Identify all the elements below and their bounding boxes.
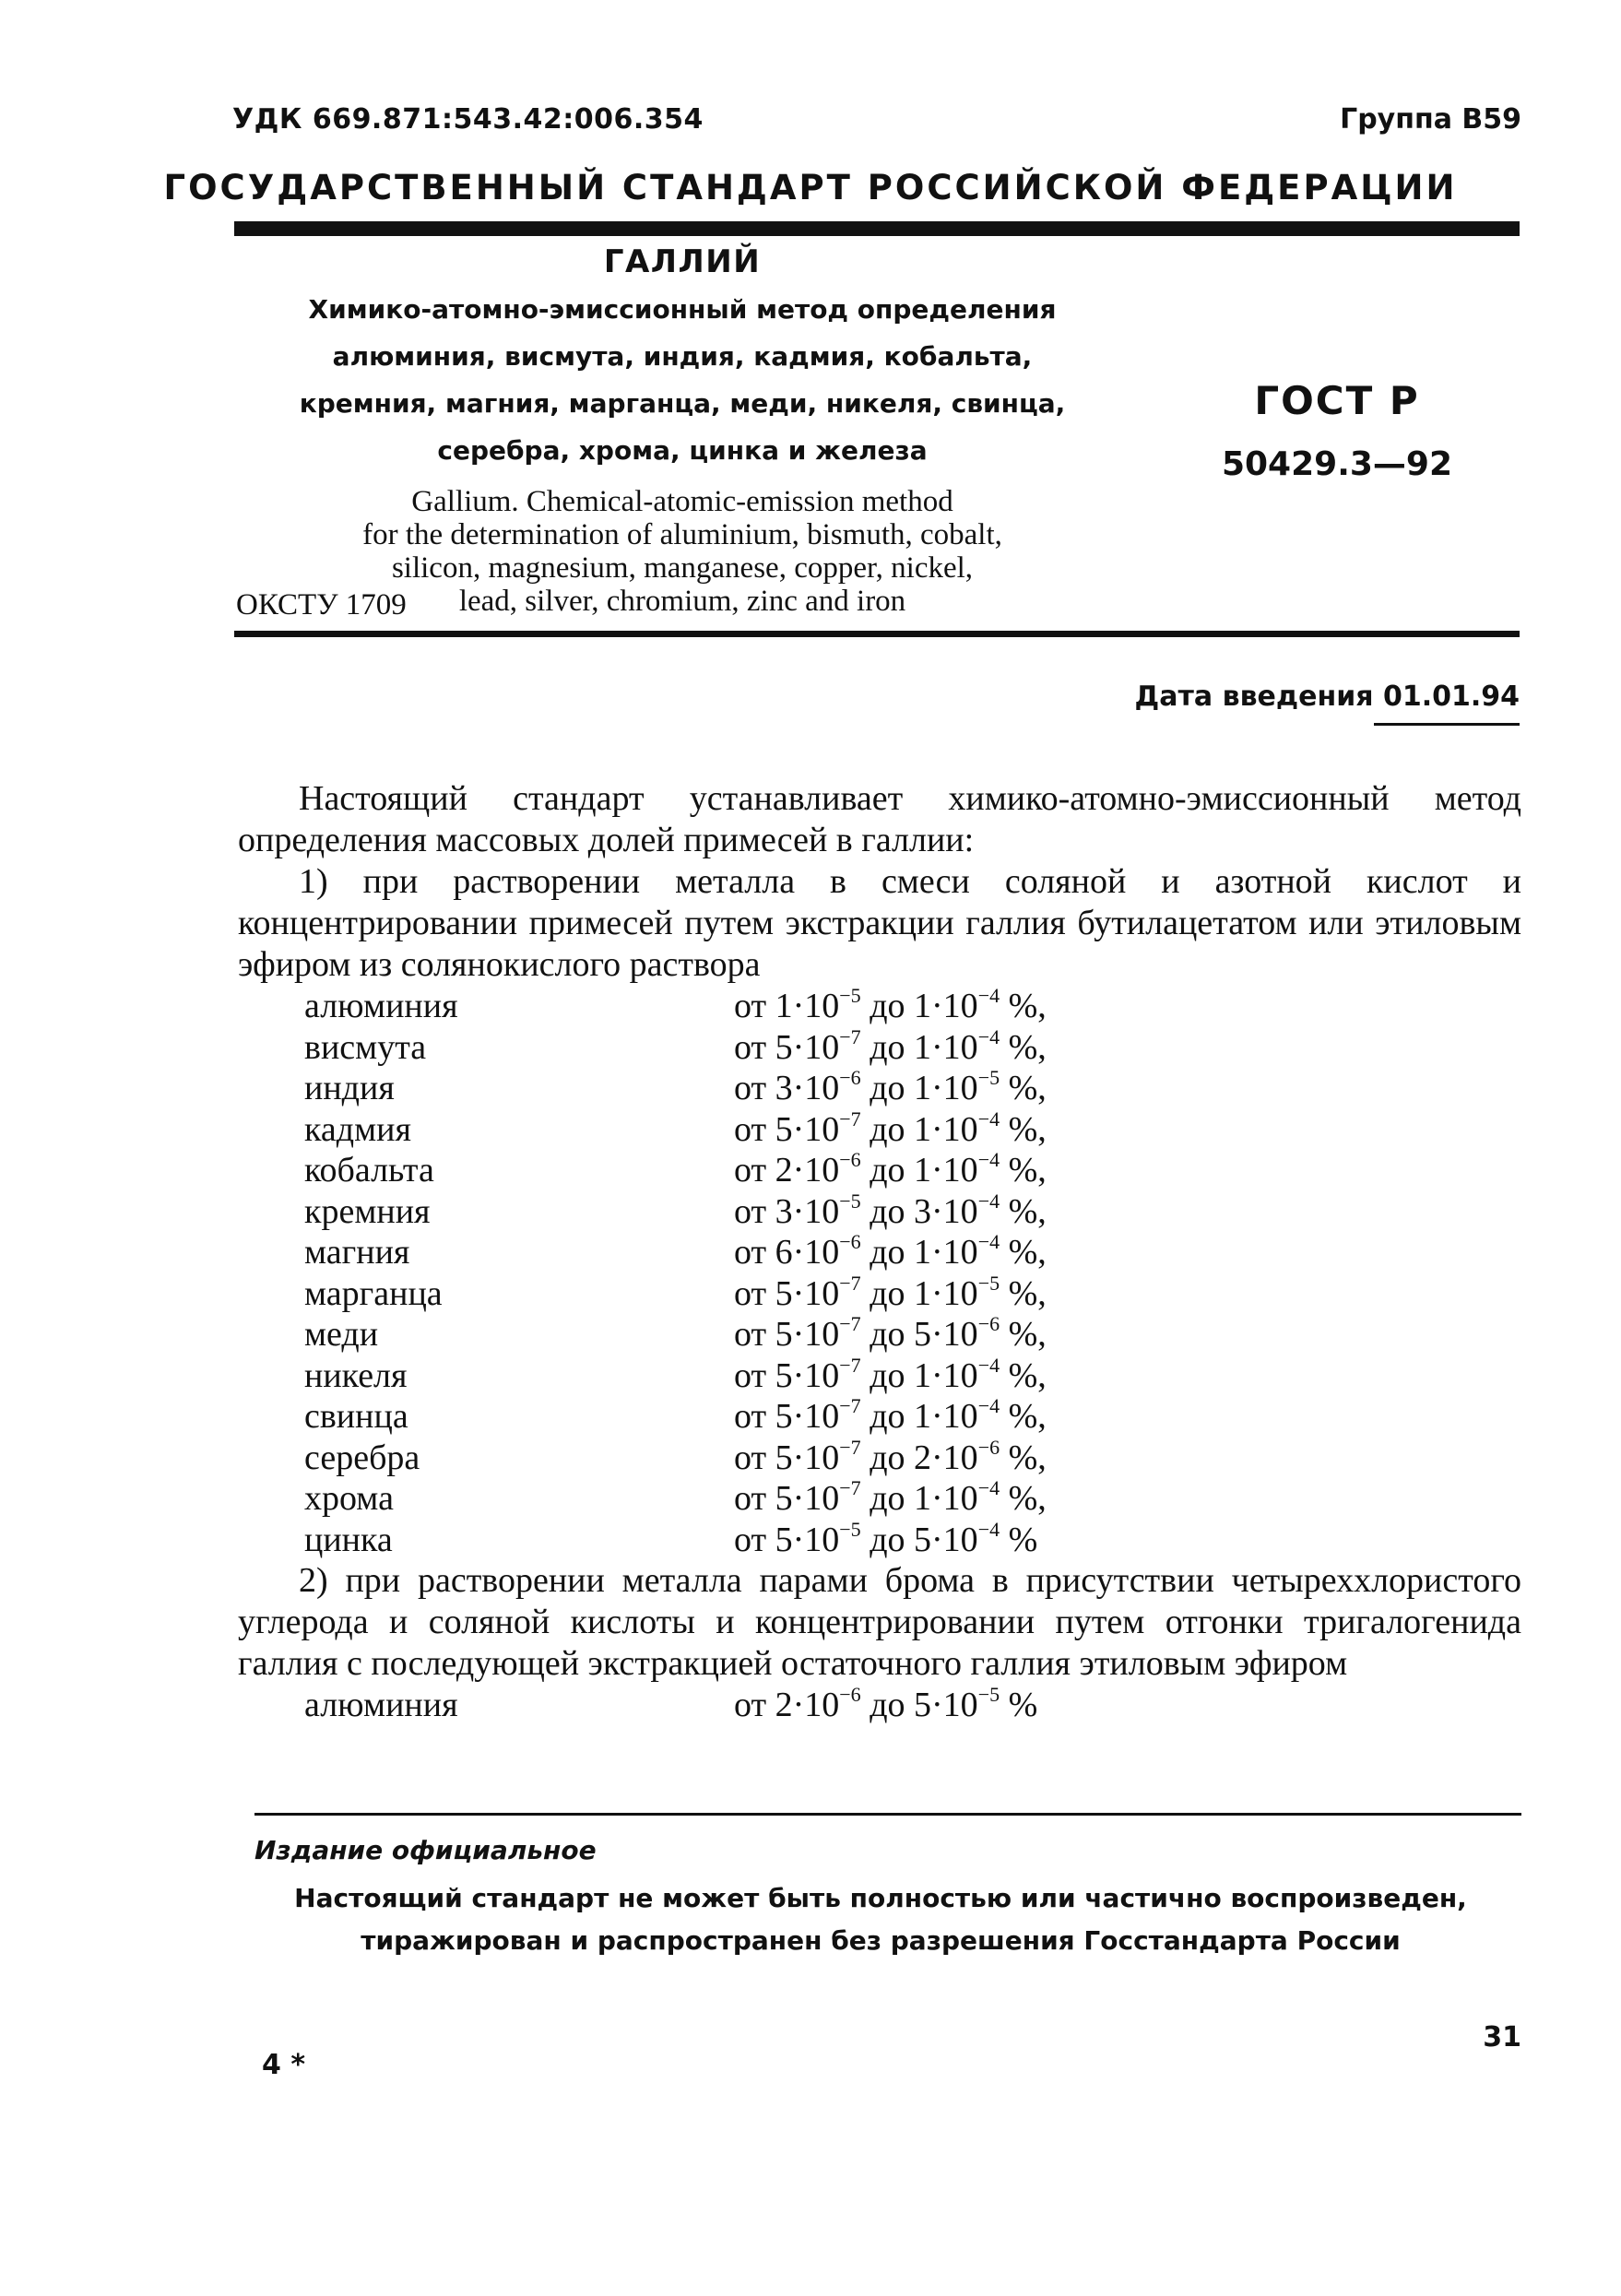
- to-word: до: [870, 1069, 905, 1107]
- element-name: свинца: [304, 1397, 408, 1436]
- percent-sign: %,: [1008, 1273, 1047, 1313]
- to-exponent: −4: [977, 1353, 1000, 1377]
- base-ten: ·10: [792, 1273, 840, 1313]
- to-exponent: −6: [977, 1435, 1000, 1459]
- from-word: от: [734, 1479, 767, 1518]
- intro-paragraph: Настоящий стандарт устанавливает химико-атомно-эмиссионный метод определения массовых долей примесей в галлии:: [238, 779, 1521, 859]
- to-mantissa: 1: [914, 1397, 932, 1436]
- element-name: алюминия: [304, 987, 458, 1025]
- range-row: [238, 1068, 1521, 1109]
- title-ru-line: кремния, магния, марганца, меди, никеля, свинца,: [299, 388, 1066, 419]
- from-word: от: [734, 1027, 767, 1067]
- range-row: [238, 1191, 1521, 1233]
- percent-sign: %,: [1008, 1151, 1047, 1189]
- from-exponent: −6: [839, 1148, 861, 1171]
- from-mantissa: 5: [775, 1438, 793, 1477]
- element-name: меди: [304, 1315, 379, 1354]
- item-2-paragraph: 2) при растворении металла парами брома в присутствии четыреххлористого углерода и соляной кислоты и концентрировании путем отгонки тригалогенида галлия с последующей экстракцией остаточного галлия этиловым эфиром: [238, 1561, 1521, 1683]
- title-russian: [277, 286, 1088, 474]
- to-word: до: [870, 1151, 905, 1189]
- base-ten: ·10: [792, 1069, 840, 1107]
- range-value: [734, 1232, 1047, 1273]
- document-title: ГАЛЛИЙ: [603, 243, 762, 280]
- percent-sign: %,: [1008, 1397, 1047, 1436]
- from-word: от: [734, 1355, 767, 1395]
- base-ten: ·10: [792, 987, 840, 1025]
- sheet-mark: 4 *: [262, 2049, 306, 2081]
- title-en-line: for the determination of aluminium, bismuth, cobalt,: [362, 518, 1002, 551]
- base-ten: ·10: [931, 1355, 978, 1395]
- to-mantissa: 5: [914, 1520, 932, 1559]
- range-row: [238, 1517, 1521, 1561]
- title-block: [277, 243, 1088, 618]
- to-mantissa: 1: [914, 1027, 932, 1067]
- element-name: кобальта: [304, 1151, 434, 1189]
- element-name: марганца: [304, 1273, 443, 1313]
- to-exponent: −4: [977, 1517, 1000, 1541]
- percent-sign: %,: [1008, 1438, 1047, 1477]
- element-name: серебра: [304, 1438, 420, 1477]
- copyright-notice: [240, 1877, 1521, 1962]
- to-exponent: −4: [977, 984, 1000, 1007]
- gost-designation: [1199, 378, 1475, 483]
- element-name: никеля: [304, 1355, 408, 1395]
- to-mantissa: 1: [914, 987, 932, 1025]
- to-word: до: [870, 1109, 905, 1149]
- from-exponent: −7: [839, 1271, 861, 1295]
- base-ten: ·10: [931, 1273, 978, 1313]
- to-word: до: [870, 1479, 905, 1518]
- date-underline: [1374, 723, 1520, 726]
- to-exponent: −4: [977, 1107, 1000, 1130]
- from-word: от: [734, 1233, 767, 1272]
- base-ten: ·10: [792, 1520, 840, 1559]
- ranges-list-2: [238, 1685, 1521, 1726]
- title-ru-line: Химико-атомно-эмиссионный метод определения: [308, 294, 1057, 325]
- range-row: [238, 1685, 1521, 1726]
- title-ru-line: серебра, хрома, цинка и железа: [437, 435, 928, 466]
- from-exponent: −5: [839, 984, 861, 1007]
- to-mantissa: 1: [914, 1273, 932, 1313]
- element-name: хрома: [304, 1479, 394, 1518]
- title-en-line: silicon, magnesium, manganese, copper, nickel,: [391, 551, 974, 585]
- to-word: до: [870, 1686, 905, 1724]
- from-exponent: −7: [839, 1312, 861, 1335]
- from-exponent: −5: [839, 1517, 861, 1541]
- to-mantissa: 5: [914, 1686, 932, 1724]
- range-value: [734, 1191, 1047, 1233]
- to-mantissa: 3: [914, 1191, 932, 1231]
- from-word: от: [734, 1109, 767, 1149]
- element-name: висмута: [304, 1027, 427, 1067]
- from-mantissa: 2: [775, 1151, 793, 1189]
- footer-rule: [254, 1813, 1521, 1816]
- from-mantissa: 3: [775, 1069, 793, 1107]
- base-ten: ·10: [792, 1233, 840, 1272]
- base-ten: ·10: [931, 1397, 978, 1436]
- range-value: [734, 1396, 1047, 1438]
- base-ten: ·10: [931, 1109, 978, 1149]
- to-mantissa: 5: [914, 1315, 932, 1354]
- to-word: до: [870, 1397, 905, 1436]
- from-exponent: −6: [839, 1066, 861, 1089]
- from-mantissa: 5: [775, 1479, 793, 1518]
- page-number: 31: [1483, 2021, 1521, 2053]
- to-word: до: [870, 1438, 905, 1477]
- base-ten: ·10: [931, 1686, 978, 1724]
- from-exponent: −7: [839, 1394, 861, 1417]
- from-word: от: [734, 987, 767, 1025]
- range-value: [734, 986, 1047, 1027]
- body-text: [238, 778, 1521, 1726]
- official-edition-label: Издание официальное: [254, 1835, 597, 1865]
- udk-code: УДК 669.871:543.42:006.354: [232, 103, 704, 136]
- percent-sign: %,: [1008, 1069, 1047, 1107]
- from-mantissa: 2: [775, 1686, 793, 1724]
- range-row: [238, 1150, 1521, 1191]
- base-ten: ·10: [792, 1686, 840, 1724]
- to-mantissa: 1: [914, 1233, 932, 1272]
- to-exponent: −5: [977, 1066, 1000, 1089]
- range-value: [734, 1150, 1047, 1191]
- from-mantissa: 5: [775, 1027, 793, 1067]
- from-word: от: [734, 1151, 767, 1189]
- base-ten: ·10: [792, 1355, 840, 1395]
- to-exponent: −5: [977, 1271, 1000, 1295]
- to-exponent: −4: [977, 1189, 1000, 1213]
- base-ten: ·10: [931, 1151, 978, 1189]
- range-row: [238, 1435, 1521, 1479]
- group-code: Группа В59: [1340, 103, 1521, 136]
- element-name: магния: [304, 1233, 410, 1272]
- to-word: до: [870, 1355, 905, 1395]
- range-value: [734, 1517, 1038, 1561]
- to-exponent: −4: [977, 1230, 1000, 1253]
- from-exponent: −6: [839, 1230, 861, 1253]
- percent-sign: %,: [1008, 1191, 1047, 1231]
- range-value: [734, 1109, 1047, 1151]
- from-exponent: −7: [839, 1107, 861, 1130]
- range-value: [734, 1355, 1047, 1397]
- from-word: от: [734, 1069, 767, 1107]
- range-row: [238, 1273, 1521, 1315]
- base-ten: ·10: [792, 1151, 840, 1189]
- base-ten: ·10: [792, 1438, 840, 1477]
- to-word: до: [870, 1315, 905, 1354]
- bottom-rule: [234, 631, 1520, 637]
- title-en-line: Gallium. Chemical-atomic-emission method: [411, 485, 953, 518]
- percent-sign: %,: [1008, 1479, 1047, 1518]
- from-word: от: [734, 1315, 767, 1354]
- percent-sign: %: [1008, 1686, 1038, 1724]
- from-exponent: −7: [839, 1476, 861, 1499]
- range-value: [734, 1435, 1047, 1479]
- to-exponent: −4: [977, 1394, 1000, 1417]
- from-word: от: [734, 1686, 767, 1724]
- from-mantissa: 3: [775, 1191, 793, 1231]
- to-mantissa: 1: [914, 1355, 932, 1395]
- from-exponent: −5: [839, 1189, 861, 1213]
- element-name: кремния: [304, 1191, 431, 1231]
- range-row: [238, 1314, 1521, 1355]
- from-word: от: [734, 1191, 767, 1231]
- base-ten: ·10: [792, 1397, 840, 1436]
- copyright-notice-line: тиражирован и распространен без разрешения Госстандарта России: [361, 1925, 1401, 1956]
- from-exponent: −7: [839, 1353, 861, 1377]
- percent-sign: %,: [1008, 1109, 1047, 1149]
- from-word: от: [734, 1397, 767, 1436]
- from-word: от: [734, 1438, 767, 1477]
- range-value: [734, 1273, 1047, 1315]
- introduction-date: [1135, 681, 1520, 713]
- percent-sign: %,: [1008, 1315, 1047, 1354]
- from-word: от: [734, 1273, 767, 1313]
- range-value: [734, 1068, 1047, 1109]
- to-word: до: [870, 1273, 905, 1313]
- range-value: [734, 1314, 1047, 1355]
- from-exponent: −6: [839, 1683, 861, 1706]
- element-name: кадмия: [304, 1109, 411, 1149]
- base-ten: ·10: [931, 1438, 978, 1477]
- gost-number: 50429.3—92: [1221, 445, 1453, 483]
- to-word: до: [870, 1027, 905, 1067]
- to-mantissa: 1: [914, 1151, 932, 1189]
- from-mantissa: 5: [775, 1315, 793, 1354]
- from-exponent: −7: [839, 1435, 861, 1459]
- base-ten: ·10: [931, 1479, 978, 1518]
- element-name: алюминия: [304, 1686, 458, 1724]
- base-ten: ·10: [792, 1109, 840, 1149]
- base-ten: ·10: [931, 1520, 978, 1559]
- from-mantissa: 5: [775, 1355, 793, 1395]
- percent-sign: %: [1008, 1520, 1038, 1559]
- percent-sign: %,: [1008, 1027, 1047, 1067]
- range-row: [238, 1024, 1521, 1069]
- base-ten: ·10: [931, 987, 978, 1025]
- range-row: [238, 1396, 1521, 1438]
- to-mantissa: 2: [914, 1438, 932, 1477]
- okstu-code: ОКСТУ 1709: [236, 588, 407, 621]
- ranges-list-1: [238, 986, 1521, 1560]
- range-row: [238, 1478, 1521, 1520]
- from-mantissa: 5: [775, 1109, 793, 1149]
- to-word: до: [870, 1191, 905, 1231]
- base-ten: ·10: [792, 1191, 840, 1231]
- range-value: [734, 1685, 1037, 1726]
- title-ru-line: алюминия, висмута, индия, кадмия, кобальта,: [332, 341, 1033, 372]
- range-row: [238, 1109, 1521, 1151]
- item-1-paragraph: 1) при растворении металла в смеси соляной и азотной кислот и концентрировании примесей путем экстракции галлия бутилацетатом или этиловым эфиром из солянокислого раствора: [238, 862, 1521, 984]
- to-mantissa: 1: [914, 1069, 932, 1107]
- range-value: [734, 1024, 1047, 1069]
- element-name: индия: [304, 1069, 395, 1107]
- to-exponent: −4: [977, 1024, 1000, 1048]
- base-ten: ·10: [792, 1479, 840, 1518]
- top-rule: [234, 221, 1520, 236]
- from-mantissa: 6: [775, 1233, 793, 1272]
- percent-sign: %,: [1008, 1355, 1047, 1395]
- to-word: до: [870, 1520, 905, 1559]
- to-word: до: [870, 987, 905, 1025]
- from-mantissa: 1: [775, 987, 793, 1025]
- from-mantissa: 5: [775, 1273, 793, 1313]
- to-mantissa: 1: [914, 1479, 932, 1518]
- from-mantissa: 5: [775, 1397, 793, 1436]
- base-ten: ·10: [931, 1027, 978, 1067]
- from-mantissa: 5: [775, 1520, 793, 1559]
- base-ten: ·10: [931, 1233, 978, 1272]
- element-name: цинка: [304, 1520, 393, 1559]
- introduction-date-value: 01.01.94: [1382, 681, 1520, 713]
- to-word: до: [870, 1233, 905, 1272]
- base-ten: ·10: [931, 1191, 978, 1231]
- range-row: [238, 1355, 1521, 1397]
- to-exponent: −6: [977, 1312, 1000, 1335]
- title-en-line: lead, silver, chromium, zinc and iron: [458, 585, 906, 618]
- base-ten: ·10: [792, 1315, 840, 1354]
- introduction-date-label: Дата введения: [1134, 681, 1374, 713]
- to-exponent: −4: [977, 1476, 1000, 1499]
- gost-label: ГОСТ Р: [1254, 378, 1420, 423]
- copyright-notice-line: Настоящий стандарт не может быть полностью или частично воспроизведен,: [294, 1883, 1467, 1913]
- range-row: [238, 1232, 1521, 1273]
- base-ten: ·10: [931, 1069, 978, 1107]
- percent-sign: %,: [1008, 987, 1047, 1025]
- state-standard-heading: ГОСУДАРСТВЕННЫЙ СТАНДАРТ РОССИЙСКОЙ ФЕДЕРАЦИИ: [163, 168, 1458, 207]
- percent-sign: %,: [1008, 1233, 1047, 1272]
- to-exponent: −4: [977, 1148, 1000, 1171]
- base-ten: ·10: [792, 1027, 840, 1067]
- base-ten: ·10: [931, 1315, 978, 1354]
- range-row: [238, 986, 1521, 1027]
- to-mantissa: 1: [914, 1109, 932, 1149]
- from-word: от: [734, 1520, 767, 1559]
- to-exponent: −5: [977, 1683, 1000, 1706]
- from-exponent: −7: [839, 1024, 861, 1048]
- range-value: [734, 1478, 1047, 1520]
